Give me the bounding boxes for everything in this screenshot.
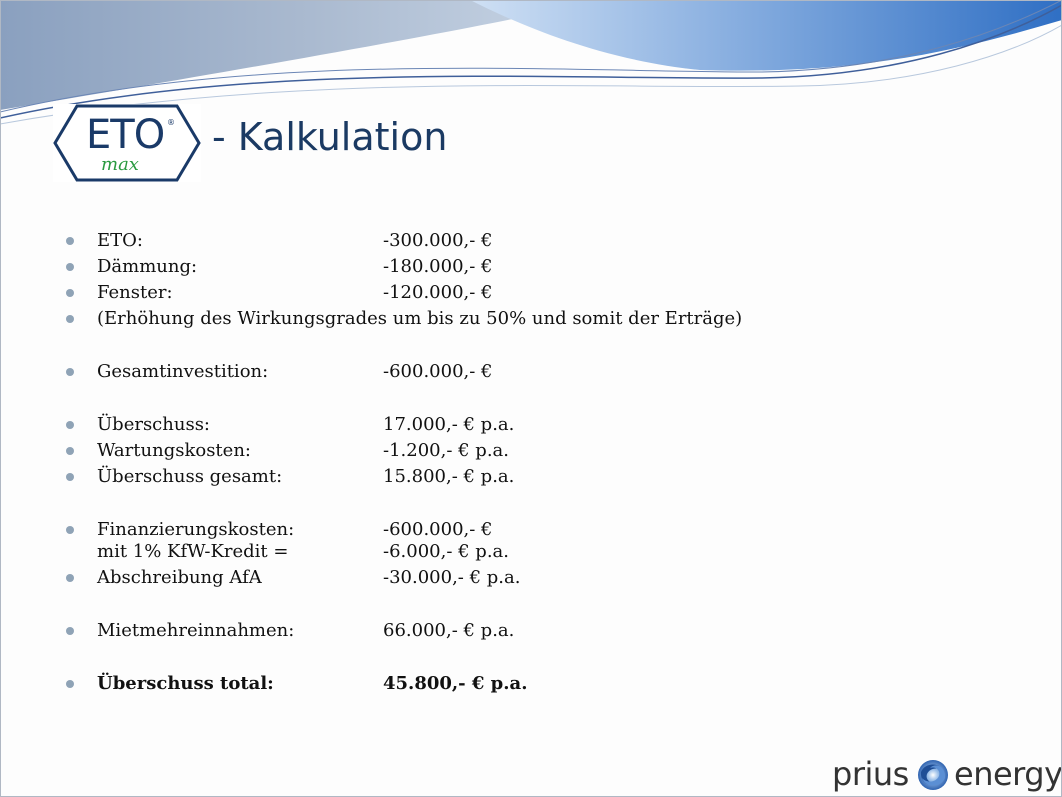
row-label: Finanzierungskosten: (97, 519, 295, 540)
row-value: -180.000,- € (383, 256, 493, 277)
row-label: Überschuss gesamt: (97, 466, 283, 487)
bullet-icon (66, 680, 74, 688)
row-value: -30.000,- € p.a. (383, 567, 521, 588)
logo-registered-mark: ® (167, 118, 175, 127)
bullet-icon (66, 263, 74, 271)
row-value: 66.000,- € p.a. (383, 620, 515, 641)
page-title: - Kalkulation (212, 115, 448, 159)
list-item-continuation (0, 541, 1062, 565)
row-label: Wartungskosten: (97, 440, 251, 461)
row-label: Überschuss: (97, 414, 210, 435)
bullet-icon (66, 289, 74, 297)
list-item (0, 618, 1062, 644)
row-value: 45.800,- € p.a. (383, 673, 528, 694)
calculation-list (0, 228, 1062, 697)
row-value: -600.000,- € (383, 519, 493, 540)
bullet-icon (66, 473, 74, 481)
bullet-icon (66, 526, 74, 534)
bullet-icon (66, 368, 74, 376)
bullet-icon (66, 315, 74, 323)
logo-sub: max (101, 154, 139, 175)
brand-word-1: prius (832, 755, 909, 793)
row-label: (Erhöhung des Wirkungsgrades um bis zu 50% und somit der Erträge) (97, 308, 743, 329)
bullet-icon (66, 421, 74, 429)
logo-word: ETO (86, 112, 165, 158)
row-label: Abschreibung AfA (97, 567, 262, 588)
list-item (0, 254, 1062, 280)
list-item (0, 438, 1062, 464)
row-value: -6.000,- € p.a. (383, 541, 510, 562)
eto-max-logo (53, 104, 201, 182)
row-label: Fenster: (97, 282, 173, 303)
row-value: 15.800,- € p.a. (383, 466, 515, 487)
list-item (0, 228, 1062, 254)
brand-word-2: energy (954, 755, 1062, 793)
row-label: ETO: (97, 230, 143, 251)
list-item (0, 412, 1062, 438)
row-label: Überschuss total: (97, 673, 274, 694)
row-value: -300.000,- € (383, 230, 493, 251)
bullet-icon (66, 447, 74, 455)
bullet-icon (66, 237, 74, 245)
list-item (0, 464, 1062, 490)
row-label: Dämmung: (97, 256, 198, 277)
list-item (0, 565, 1062, 591)
list-item (0, 306, 1062, 332)
list-item (0, 517, 1062, 543)
row-value: -1.200,- € p.a. (383, 440, 510, 461)
list-item (0, 280, 1062, 306)
row-value: -600.000,- € (383, 361, 493, 382)
row-value: -120.000,- € (383, 282, 493, 303)
row-label: Mietmehreinnahmen: (97, 620, 295, 641)
prius-energy-logo (832, 752, 1062, 796)
list-item (0, 359, 1062, 385)
row-label: Gesamtinvestition: (97, 361, 269, 382)
bullet-icon (66, 574, 74, 582)
bullet-icon (66, 627, 74, 635)
swirl-icon (916, 758, 950, 792)
row-label: mit 1% KfW-Kredit = (97, 541, 289, 562)
row-value: 17.000,- € p.a. (383, 414, 515, 435)
list-item-total (0, 671, 1062, 697)
